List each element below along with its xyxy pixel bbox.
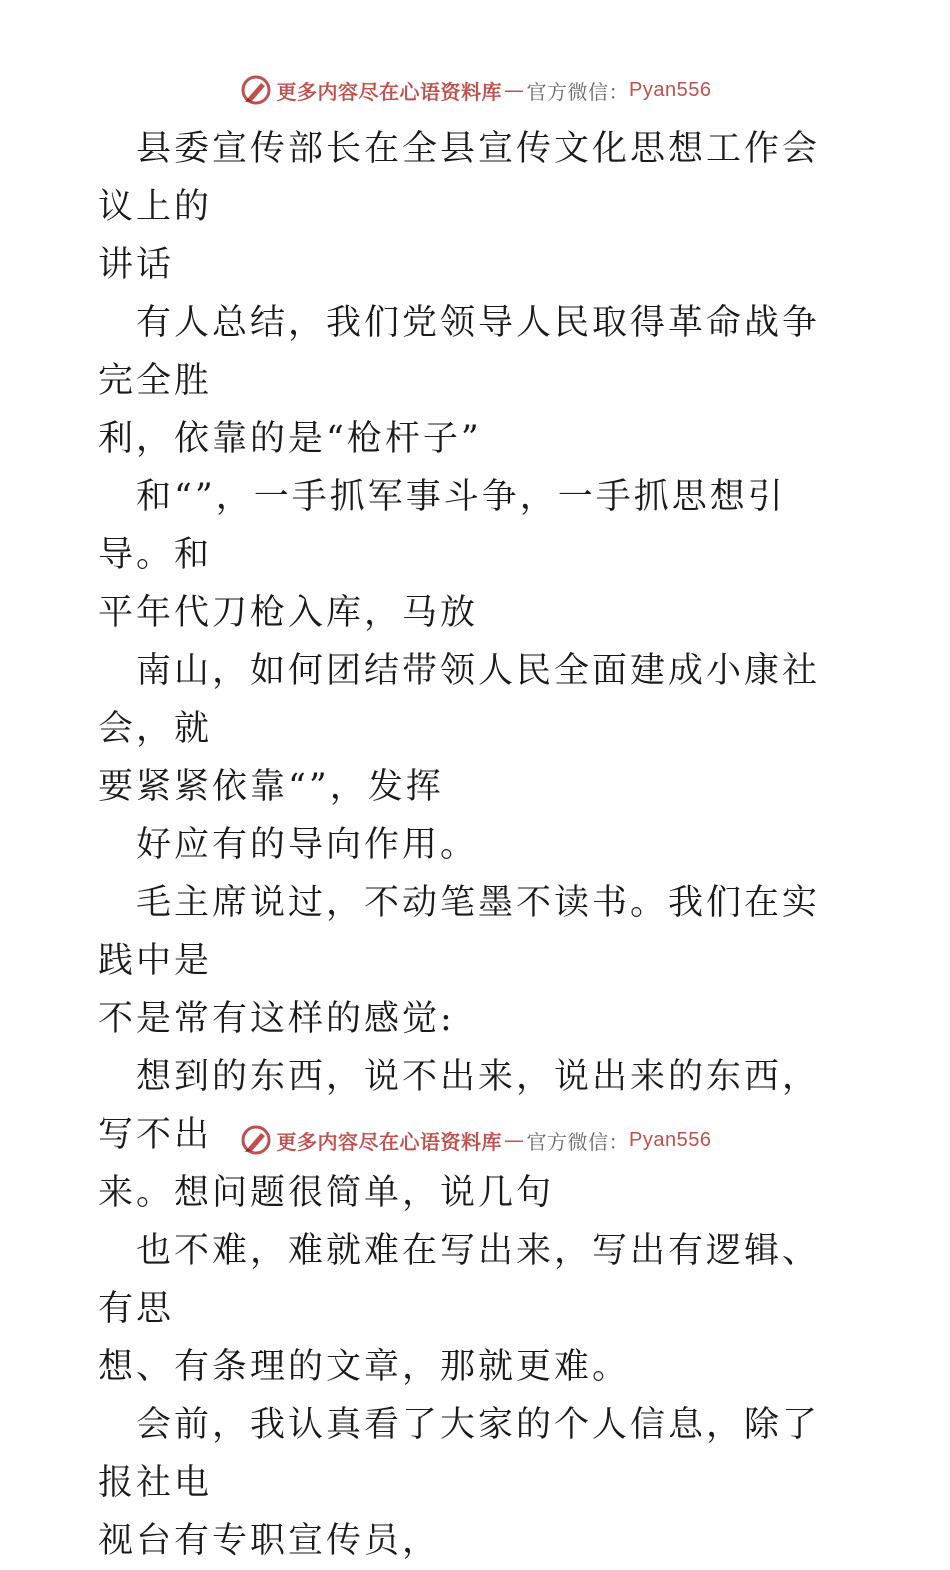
paragraph-title: 县委宣传部长在全县宣传文化思想工作会议上的 讲话 <box>98 129 821 285</box>
paragraph: 会前，我认真看了大家的个人信息，除了报社电 视台有专职宣传员， <box>98 1405 821 1561</box>
watermark-dash: — <box>504 78 525 102</box>
paragraph: 有人总结，我们党领导人民取得革命战争完全胜 利，依靠的是“枪杆子” <box>98 303 821 459</box>
watermark-wechat-id: Pyan556 <box>629 1128 712 1151</box>
paragraph: 好应有的导向作用。 <box>136 825 479 865</box>
paragraph: 毛主席说过，不动笔墨不读书。我们在实践中是 不是常有这样的感觉: <box>98 883 821 1039</box>
watermark-main-text: 更多内容尽在心语资料库 <box>276 1129 503 1154</box>
document-body <box>98 120 854 1570</box>
watermark-main-text: 更多内容尽在心语资料库 <box>276 79 503 104</box>
footer-watermark <box>0 1120 950 1160</box>
paragraph: 想到的东西，说不出来，说出来的东西，写不出 来。想问题很简单，说几句 <box>98 1057 821 1213</box>
paragraph: 和“”，一手抓军事斗争，一手抓思想引导。和 平年代刀枪入库，马放 <box>98 477 786 633</box>
pen-circle-logo-icon <box>239 1123 273 1157</box>
pen-circle-logo-icon <box>239 73 273 107</box>
watermark-sub-text: 官方微信： <box>526 79 630 104</box>
watermark-dash: — <box>504 1128 525 1152</box>
header-watermark <box>0 70 950 110</box>
paragraph: 也不难，难就难在写出来，写出有逻辑、有思 想、有条理的文章，那就更难。 <box>98 1231 821 1387</box>
watermark-wechat-id: Pyan556 <box>629 78 712 101</box>
watermark-sub-text: 官方微信： <box>526 1129 630 1154</box>
paragraph: 南山，如何团结带领人民全面建成小康社会，就 要紧紧依靠“”，发挥 <box>98 651 821 807</box>
